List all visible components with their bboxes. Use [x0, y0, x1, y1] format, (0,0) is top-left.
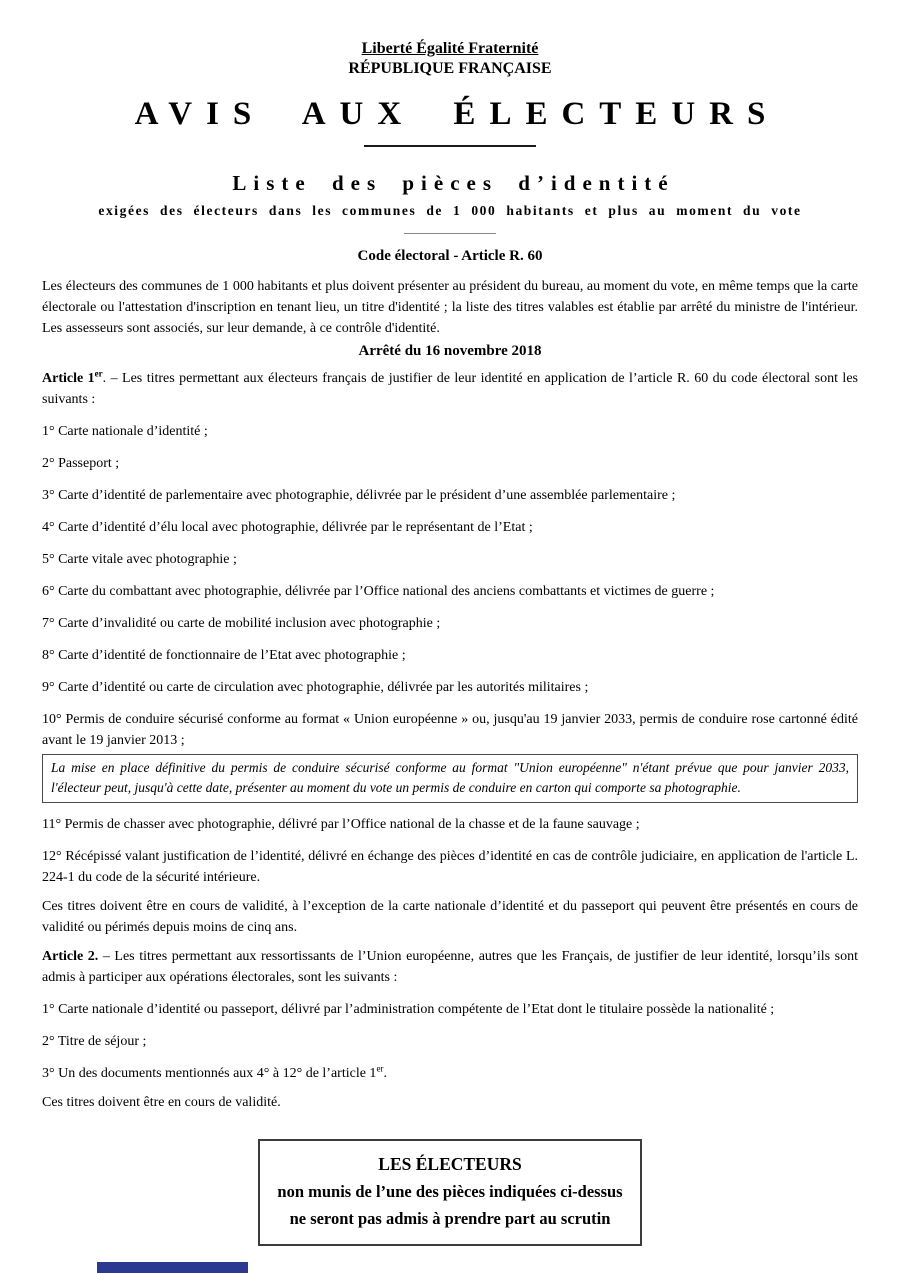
arrete-heading: Arrêté du 16 novembre 2018: [358, 343, 542, 359]
page-title: AVIS AUX ÉLECTEURS: [134, 96, 780, 132]
driving-licence-note: La mise en place définitive du permis de conduire sécurisé conforme au format "Union européenne" n'étant prévue que pour janvier 2033, l'électeur peut, jusqu'à cette date, présenter au moment du vote un permis de conduire en carton qui comporte sa photographie.: [42, 754, 858, 803]
article2-label: Article 2.: [42, 949, 99, 964]
list-title: Liste des pièces d’identité: [232, 171, 675, 195]
code-electoral-heading: Code électoral - Article R. 60: [357, 248, 543, 264]
list-item: 6° Carte du combattant avec photographie, délivrée par l’Office national des anciens combattants et victimes de guerre ;: [42, 584, 715, 599]
list-item: 3° Un des documents mentionnés aux 4° à 12° de l’article 1er.: [42, 1063, 387, 1081]
code-electoral-body: Les électeurs des communes de 1 000 habitants et plus doivent présenter au président du bureau, au moment du vote, en même temps que la carte électorale ou l'attestation d'inscription en tenant lieu, un titre d'identité ; la liste des titres valables est établie par arrêté du ministre de l'intérieur. Les assesseurs sont associés, sur leur demande, à ce contrôle d'identité.: [42, 279, 858, 336]
list-item: 1° Carte nationale d’identité ;: [42, 424, 208, 439]
article2-lead: [42, 946, 858, 988]
list-item: 2° Passeport ;: [42, 456, 120, 471]
list-subtitle: exigées des électeurs dans les communes de 1 000 habitants et plus au moment du vote: [98, 203, 802, 218]
article-ref-sup: er: [376, 1063, 384, 1074]
article1-lead: [42, 368, 858, 410]
subtitle-rule: [404, 233, 496, 234]
article1-lead-text: . – Les titres permettant aux électeurs français de justifier de leur identité en application de l’article R. 60 du code électoral sont les suivants :: [42, 371, 858, 407]
list-item: 11° Permis de chasser avec photographie, délivré par l’Office national de la chasse et de la faune sauvage ;: [42, 817, 640, 832]
title-rule: [364, 145, 536, 147]
article2-lead-text: – Les titres permettant aux ressortissants de l’Union européenne, autres que les Français, de justifier de leur identité, lorsqu’ils sont admis à participer aux opérations électorales, sont les suivants :: [42, 949, 858, 985]
article1-validity: Ces titres doivent être en cours de validité, à l’exception de la carte nationale d’identité et du passeport qui peuvent être présentés en cours de validité ou périmés depuis moins de cinq ans.: [42, 899, 858, 935]
list-item: 7° Carte d’invalidité ou carte de mobilité inclusion avec photographie ;: [42, 616, 441, 631]
bottom-blue-bar: [97, 1262, 248, 1273]
list-item: 4° Carte d’identité d’élu local avec photographie, délivrée par le représentant de l’Etat ;: [42, 520, 533, 535]
warning-line-2: non munis de l’une des pièces indiquées ci-dessus: [277, 1182, 623, 1201]
motto-text: Liberté Égalité Fraternité: [361, 40, 539, 57]
list-item: 10° Permis de conduire sécurisé conforme au format « Union européenne » ou, jusqu'au 19 janvier 2033, permis de conduire rose cartonné édité avant le 19 janvier 2013 ;: [42, 712, 858, 748]
list-item: 2° Titre de séjour ;: [42, 1034, 147, 1049]
warning-line-1: LES ÉLECTEURS: [378, 1154, 522, 1174]
list-item: 5° Carte vitale avec photographie ;: [42, 552, 237, 567]
list-item: 8° Carte d’identité de fonctionnaire de l’Etat avec photographie ;: [42, 648, 406, 663]
article1-label: Article 1er: [42, 368, 103, 386]
warning-line-3: ne seront pas admis à prendre part au scrutin: [289, 1209, 611, 1228]
list-item: 9° Carte d’identité ou carte de circulation avec photographie, délivrée par les autorités militaires ;: [42, 680, 589, 695]
list-item: 12° Récépissé valant justification de l’identité, délivré en échange des pièces d’identité en cas de contrôle judiciaire, en application de l'article L. 224-1 du code de la sécurité intérieure.: [42, 849, 858, 885]
list-item: 3° Carte d’identité de parlementaire avec photographie, délivrée par le président d’une assemblée parlementaire ;: [42, 488, 676, 503]
warning-box: [258, 1139, 642, 1246]
list-item: 1° Carte nationale d’identité ou passeport, délivré par l’administration compétente de l’Etat dont le titulaire possède la nationalité ;: [42, 1002, 775, 1017]
article2-validity: Ces titres doivent être en cours de validité.: [42, 1095, 281, 1110]
republic-text: RÉPUBLIQUE FRANÇAISE: [348, 60, 552, 77]
article1-label-sup: er: [94, 368, 103, 379]
